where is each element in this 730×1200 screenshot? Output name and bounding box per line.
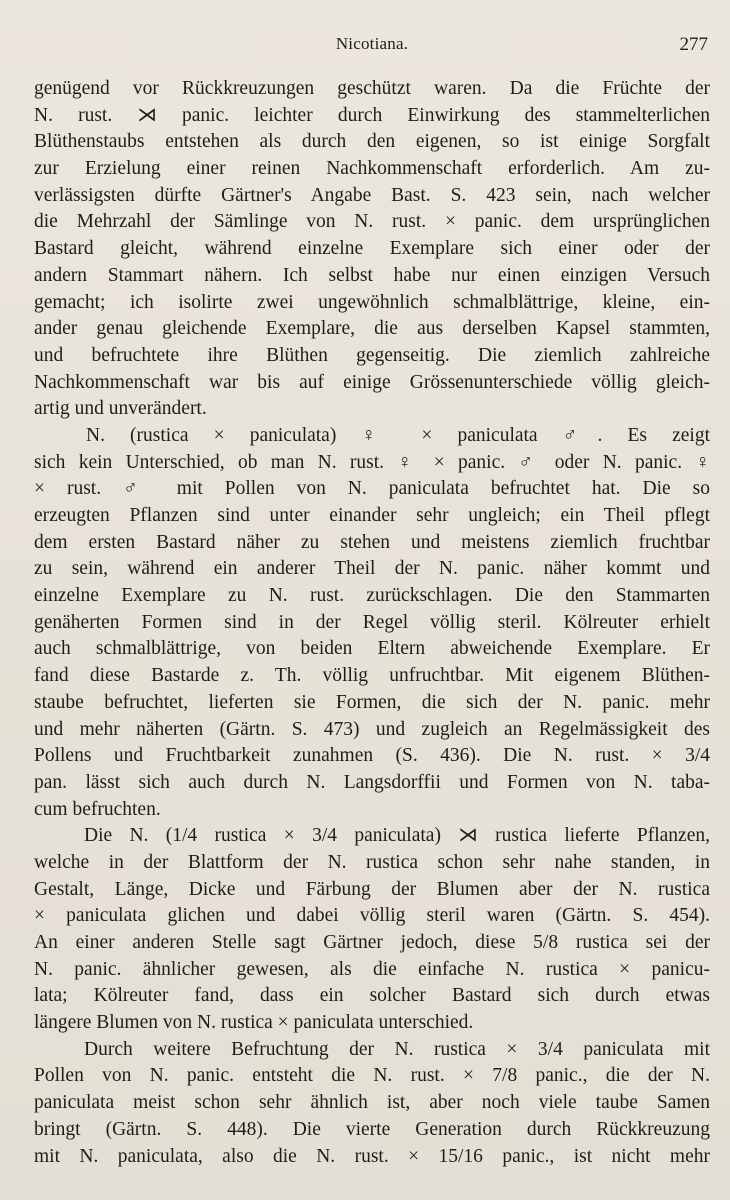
text-line: sich kein Unterschied, ob man N. rust. ♀ × panic. ♂ oder N. panic. ♀ — [34, 451, 710, 473]
text-line: bringt (Gärtn. S. 448). Die vierte Generation durch Rückkreuzung — [34, 1118, 710, 1140]
text-line: zur Erzielung einer reinen Nachkommenschaft erforderlich. Am zu- — [34, 158, 710, 180]
text-line: genügend vor Rückkreuzungen geschützt waren. Da die Früchte der — [34, 78, 710, 99]
text-line: Bastard gleicht, während einzelne Exemplare sich einer oder der — [34, 238, 710, 260]
text-line: mit N. paniculata, also die N. rust. × 15/16 panic., ist nicht mehr — [34, 1145, 710, 1167]
text-line: verlässigsten dürfte Gärtner's Angabe Bast. S. 423 sein, nach welcher — [34, 184, 710, 206]
text-line: die Mehrzahl der Sämlinge von N. rust. × panic. dem ursprünglichen — [34, 211, 710, 233]
text-line: cum befruchten. — [34, 798, 161, 820]
text-line: Gestalt, Länge, Dicke und Färbung der Blumen aber der N. rustica — [34, 878, 710, 900]
text-line: Durch weitere Befruchtung der N. rustica × 3/4 paniculata mit — [84, 1038, 710, 1060]
text-line: N. (rustica × paniculata) ♀ × paniculata ♂. Es zeigt — [86, 424, 710, 446]
text-line: andern Stammart nähern. Ich selbst habe nur einen einzigen Versuch — [34, 264, 710, 286]
text-line: paniculata meist schon sehr ähnlich ist, aber noch viele taube Samen — [34, 1092, 710, 1114]
text-line: Die N. (1/4 rustica × 3/4 paniculata) ⋊ rustica lieferte Pflanzen, — [84, 825, 710, 847]
text-line: staube befruchtet, lieferten sie Formen, die sich der N. panic. mehr — [34, 691, 710, 713]
text-line: gemacht; ich isolirte zwei ungewöhnlich schmalblättrige, kleine, ein- — [34, 291, 710, 313]
text-line: und befruchtete ihre Blüthen gegenseitig. Die ziemlich zahlreiche — [34, 344, 710, 366]
text-line: und mehr näherten (Gärtn. S. 473) und zugleich an Regelmässigkeit des — [34, 718, 710, 740]
text-line: artig und unverändert. — [34, 398, 207, 420]
page-header — [36, 34, 708, 58]
page-number: 277 — [679, 34, 708, 55]
body-text — [34, 76, 710, 1170]
text-line: ander genau gleichende Exemplare, die aus derselben Kapsel stammten, — [34, 318, 710, 340]
text-line: N. panic. ähnlicher gewesen, als die einfache N. rustica × panicu- — [34, 958, 710, 980]
running-title: Nicotiana. — [335, 34, 409, 53]
text-line: Nachkommenschaft war bis auf einige Grössenunterschiede völlig gleich- — [34, 371, 710, 393]
text-line: dem ersten Bastard näher zu stehen und meistens ziemlich fruchtbar — [34, 531, 710, 553]
text-line: zu sein, während ein anderer Theil der N. panic. näher kommt und — [34, 558, 710, 580]
text-line: einzelne Exemplare zu N. rust. zurückschlagen. Die den Stammarten — [34, 585, 710, 607]
text-line: pan. lässt sich auch durch N. Langsdorffii und Formen von N. taba- — [34, 771, 710, 793]
text-line: × paniculata glichen und dabei völlig steril waren (Gärtn. S. 454). — [34, 905, 710, 927]
text-line: An einer anderen Stelle sagt Gärtner jedoch, diese 5/8 rustica sei der — [34, 932, 710, 953]
text-line: auch schmalblättrige, von beiden Eltern abweichende Exemplare. Er — [34, 638, 710, 660]
text-line: Pollen von N. panic. entsteht die N. rust. × 7/8 panic., die der N. — [34, 1065, 710, 1087]
text-line: Pollens und Fruchtbarkeit zunahmen (S. 436). Die N. rust. × 3/4 — [34, 745, 710, 767]
text-line: erzeugten Pflanzen sind unter einander sehr ungleich; ein Theil pflegt — [34, 505, 710, 526]
text-line: welche in der Blattform der N. rustica schon sehr nahe standen, in — [34, 851, 710, 873]
text-line: Blüthenstaubs entstehen als durch den eigenen, so ist einige Sorgfalt — [34, 131, 710, 153]
text-line: lata; Kölreuter fand, dass ein solcher Bastard sich durch etwas — [34, 985, 710, 1007]
text-line: × rust. ♂ mit Pollen von N. paniculata befruchtet hat. Die so — [34, 478, 710, 500]
text-line: N. rust. ⋊ panic. leichter durch Einwirkung des stammelterlichen — [34, 104, 710, 126]
text-line: fand diese Bastarde z. Th. völlig unfruchtbar. Mit eigenem Blüthen- — [34, 665, 710, 687]
text-line: genäherten Formen sind in der Regel völlig steril. Kölreuter erhielt — [34, 611, 710, 633]
text-line: längere Blumen von N. rustica × paniculata unterschied. — [34, 1012, 474, 1034]
